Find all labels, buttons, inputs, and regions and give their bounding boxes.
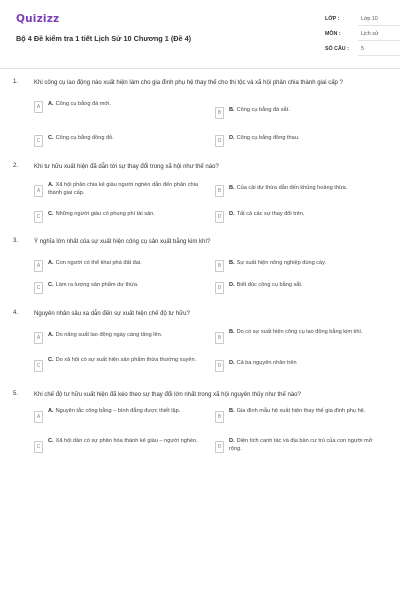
option-d-letter: D.: [229, 360, 235, 366]
option-a-label: Con người có thể khai phá đất đai.: [55, 260, 142, 266]
quizizz-logo: Quizizz: [16, 13, 60, 25]
option-a-label: Do năng suất lao động ngày càng tăng lên.: [55, 332, 163, 338]
option-c-text: [48, 211, 203, 219]
question-number: 1.: [13, 79, 19, 85]
option-d-letter: D.: [229, 211, 235, 217]
option-c-box[interactable]: C: [34, 135, 43, 147]
option-a-letter: A.: [48, 101, 54, 107]
option-c-label: Do xã hội có sự xuất hiện sản phẩm thừa thường xuyên.: [55, 357, 197, 363]
option-c-letter: C.: [48, 135, 54, 141]
meta-count-line: [358, 55, 400, 56]
question-number: 2.: [13, 163, 19, 169]
option-d-text: [229, 211, 384, 219]
option-c-label: Những người giàu có phung phí tài sản.: [55, 211, 155, 217]
option-c-box[interactable]: C: [34, 441, 43, 453]
option-b-letter: B.: [229, 329, 235, 335]
option-b-letter: B.: [229, 408, 235, 414]
option-d-box[interactable]: D: [215, 135, 224, 147]
option-d-label: Tất cả các sự thay đổi trên.: [236, 211, 305, 217]
option-a-text: [48, 182, 203, 197]
option-b-label: Do có sự xuất hiện công cụ lao động bằng kim khí.: [236, 329, 363, 335]
header-divider: [0, 68, 400, 69]
option-d-letter: D.: [229, 135, 235, 141]
option-a-letter: A.: [48, 260, 54, 266]
option-d-text: [229, 135, 384, 143]
option-c-letter: C.: [48, 211, 54, 217]
option-d-box[interactable]: D: [215, 360, 224, 372]
option-d-label: Biết đúc công cụ bằng sắt.: [236, 282, 303, 288]
option-d-box[interactable]: D: [215, 211, 224, 223]
option-a-label: Công cụ bằng đá mới.: [55, 101, 111, 107]
option-b-text: [229, 329, 384, 337]
worksheet-title: Bộ 4 Đề kiểm tra 1 tiết Lịch Sử 10 Chương 1 (Đề 4): [16, 34, 192, 43]
question-text: Khi công cụ lao động nào xuất hiện làm cho gia đình phụ hệ thay thế cho thị tộc và xã hội phân chia thành giai cấp ?: [34, 80, 343, 86]
option-c-text: [48, 438, 203, 446]
question-number: 4.: [13, 310, 19, 316]
option-a-letter: A.: [48, 332, 54, 338]
question-number: 5.: [13, 391, 19, 397]
option-a-box[interactable]: A: [34, 411, 43, 423]
option-b-box[interactable]: B: [215, 107, 224, 119]
option-a-letter: A.: [48, 182, 54, 188]
option-d-text: [229, 438, 384, 453]
meta-class-line: [358, 25, 400, 26]
option-c-box[interactable]: C: [34, 282, 43, 294]
option-b-letter: B.: [229, 185, 235, 191]
meta-subject-line: [358, 40, 400, 41]
option-b-text: [229, 260, 384, 268]
question-text: Nguyên nhân sâu xa dẫn đến sự xuất hiện chế độ tư hữu?: [34, 311, 190, 317]
option-d-label: Công cụ bằng đồng thau.: [236, 135, 300, 141]
option-a-label: Xã hội phân chia kẻ giàu người nghèo dẫn đến phân chia thành giai cấp.: [48, 182, 198, 196]
meta-class-value: Lớp 10: [361, 16, 378, 22]
option-d-box[interactable]: D: [215, 282, 224, 294]
meta-count-label: SỐ CÂU :: [325, 46, 349, 52]
option-b-box[interactable]: B: [215, 185, 224, 197]
option-b-label: Gia đình mẫu hệ xuất hiện thay thế gia đình phụ hệ.: [236, 408, 366, 414]
option-c-label: Xã hội dần có sự phân hóa thành kẻ giàu – người nghèo.: [55, 438, 198, 444]
option-a-text: [48, 408, 203, 416]
option-c-letter: C.: [48, 357, 54, 363]
option-d-letter: D.: [229, 438, 235, 444]
option-a-text: [48, 332, 203, 340]
option-b-box[interactable]: B: [215, 411, 224, 423]
option-c-letter: C.: [48, 282, 54, 288]
option-b-text: [229, 185, 384, 193]
option-d-text: [229, 282, 384, 290]
option-d-label: Diện tích canh tác và địa bàn cư trú của con người mở rộng.: [229, 438, 373, 452]
option-b-text: [229, 408, 384, 416]
option-c-label: Làm ra lượng sản phẩm dư thừa.: [55, 282, 139, 288]
meta-class-label: LỚP :: [325, 16, 340, 22]
option-d-box[interactable]: D: [215, 441, 224, 453]
question-text: Khi tư hữu xuất hiện đã dẫn tới sự thay đổi trong xã hội như thế nào?: [34, 164, 219, 170]
option-c-text: [48, 135, 203, 143]
option-c-box[interactable]: C: [34, 211, 43, 223]
option-a-letter: A.: [48, 408, 54, 414]
option-a-box[interactable]: A: [34, 185, 43, 197]
question-text: Khi chế độ tư hữu xuất hiện đã kéo theo sự thay đổi lớn nhất trong xã hội nguyên thủy như thế nào?: [34, 392, 301, 398]
meta-subject-value: Lịch sử: [361, 31, 379, 37]
option-b-box[interactable]: B: [215, 260, 224, 272]
option-b-letter: B.: [229, 260, 235, 266]
question-number: 3.: [13, 238, 19, 244]
option-c-label: Công cụ bằng đồng đỏ.: [55, 135, 114, 141]
option-d-text: [229, 360, 384, 368]
option-b-label: Của cải dư thừa dẫn đến khủng hoảng thừa.: [236, 185, 348, 191]
option-b-label: Sự xuất hiện nông nghiệp dùng cày.: [236, 260, 327, 266]
option-b-text: [229, 107, 384, 115]
option-a-box[interactable]: A: [34, 260, 43, 272]
worksheet-header: [0, 0, 400, 66]
option-a-box[interactable]: A: [34, 332, 43, 344]
option-c-box[interactable]: C: [34, 360, 43, 372]
option-b-letter: B.: [229, 107, 235, 113]
option-a-text: [48, 260, 203, 268]
meta-count-value: 5: [361, 46, 364, 52]
option-a-label: Nguyên tắc công bằng – bình đẳng được thiết lập.: [55, 408, 181, 414]
option-b-label: Công cụ bằng đá sắt.: [236, 107, 290, 113]
option-b-box[interactable]: B: [215, 332, 224, 344]
option-a-text: [48, 101, 203, 109]
meta-subject-label: MÔN :: [325, 31, 341, 37]
option-c-letter: C.: [48, 438, 54, 444]
option-a-box[interactable]: A: [34, 101, 43, 113]
option-c-text: [48, 357, 203, 365]
option-c-text: [48, 282, 203, 290]
option-d-letter: D.: [229, 282, 235, 288]
question-text: Ý nghĩa lớn nhất của sự xuất hiện công cụ sản xuất bằng kim khí?: [34, 239, 211, 245]
option-d-label: Cả ba nguyên nhân trên: [236, 360, 297, 366]
